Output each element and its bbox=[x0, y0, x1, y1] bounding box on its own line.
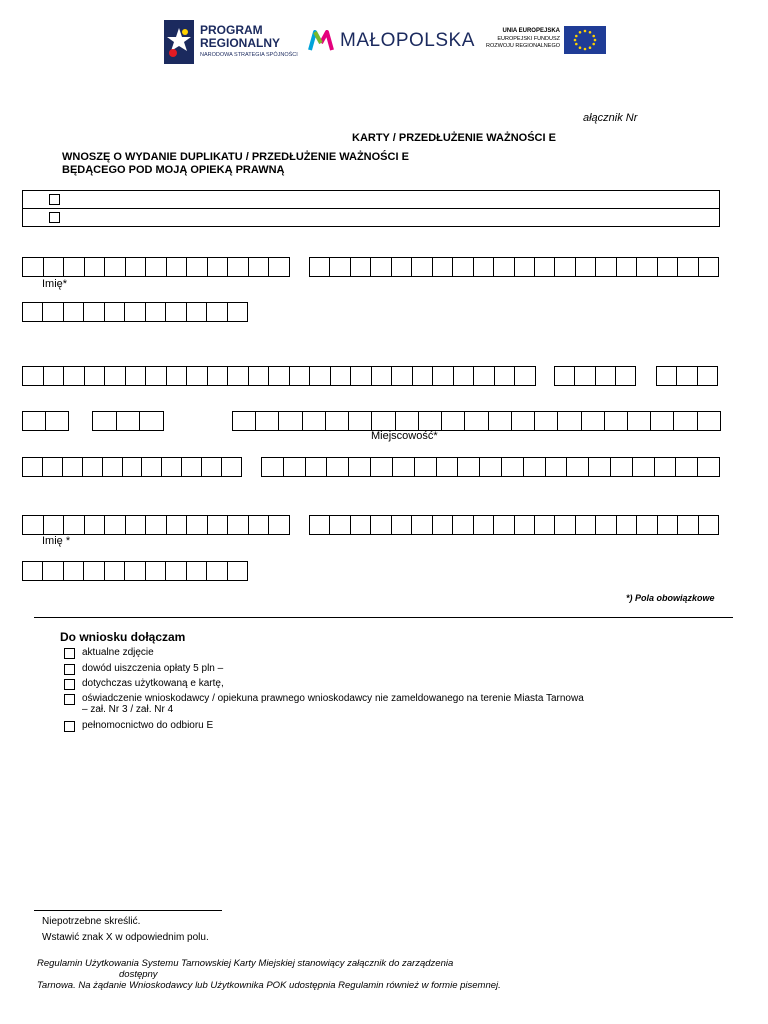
request-line1: WNOSZĘ O WYDANIE DUPLIKATU / PRZEDŁUŻENIE WAŻNOŚCI E bbox=[62, 151, 409, 163]
surname-field-2[interactable] bbox=[22, 515, 290, 535]
char-box[interactable] bbox=[370, 257, 390, 277]
char-box[interactable] bbox=[412, 366, 433, 386]
char-box[interactable] bbox=[104, 515, 125, 535]
char-box[interactable] bbox=[227, 561, 248, 581]
required-fields-note: *) Pola obowiązkowe bbox=[626, 593, 715, 603]
char-box[interactable] bbox=[514, 515, 534, 535]
char-box[interactable] bbox=[43, 257, 64, 277]
char-box[interactable] bbox=[697, 366, 718, 386]
char-box[interactable] bbox=[22, 366, 43, 386]
char-box[interactable] bbox=[473, 515, 493, 535]
char-box[interactable] bbox=[616, 515, 636, 535]
char-box[interactable] bbox=[116, 411, 140, 431]
char-box[interactable] bbox=[657, 257, 677, 277]
char-box[interactable] bbox=[248, 366, 269, 386]
char-box[interactable] bbox=[63, 257, 84, 277]
char-box[interactable] bbox=[268, 366, 289, 386]
char-box[interactable] bbox=[557, 411, 580, 431]
char-box[interactable] bbox=[657, 515, 677, 535]
option-row-duplicate[interactable] bbox=[22, 190, 720, 209]
char-box[interactable] bbox=[677, 515, 697, 535]
char-box[interactable] bbox=[104, 366, 125, 386]
char-box[interactable] bbox=[588, 457, 610, 477]
footnote-2: Wstawić znak X w odpowiednim polu. bbox=[42, 932, 209, 943]
char-box[interactable] bbox=[348, 411, 371, 431]
char-box[interactable] bbox=[22, 515, 43, 535]
char-box[interactable] bbox=[82, 457, 102, 477]
char-box[interactable] bbox=[371, 411, 394, 431]
flat-number-field[interactable] bbox=[656, 366, 718, 386]
char-box[interactable] bbox=[207, 515, 228, 535]
attachment-old-card-checkbox[interactable] bbox=[64, 679, 75, 690]
char-box[interactable] bbox=[604, 411, 627, 431]
char-box[interactable] bbox=[62, 457, 82, 477]
char-box[interactable] bbox=[22, 257, 43, 277]
char-box[interactable] bbox=[125, 257, 146, 277]
city-label: Miejscowość* bbox=[371, 430, 438, 442]
footer-line1: Regulamin Użytkowania Systemu Tarnowskiej Karty Miejskiej stanowiący załącznik do zarządzenia bbox=[37, 958, 454, 969]
option-row-extension[interactable] bbox=[22, 208, 720, 227]
attachment-photo-checkbox[interactable] bbox=[64, 648, 75, 659]
char-box[interactable] bbox=[432, 515, 452, 535]
char-box[interactable] bbox=[534, 257, 554, 277]
char-box[interactable] bbox=[501, 457, 523, 477]
char-box[interactable] bbox=[63, 515, 84, 535]
id-number-field-2[interactable] bbox=[22, 561, 248, 581]
attachment-old-card-label: dotychczas użytkowaną e kartę, bbox=[82, 678, 224, 689]
char-box[interactable] bbox=[436, 457, 458, 477]
char-box[interactable] bbox=[615, 366, 636, 386]
char-box[interactable] bbox=[139, 411, 164, 431]
char-box[interactable] bbox=[124, 302, 144, 322]
first-name-label-2: Imię * bbox=[42, 535, 71, 547]
char-box[interactable] bbox=[166, 515, 187, 535]
char-box[interactable] bbox=[391, 515, 411, 535]
char-box[interactable] bbox=[104, 561, 124, 581]
char-box[interactable] bbox=[83, 302, 103, 322]
char-box[interactable] bbox=[545, 457, 567, 477]
eu-logo bbox=[488, 26, 608, 56]
char-box[interactable] bbox=[698, 257, 719, 277]
char-box[interactable] bbox=[418, 411, 441, 431]
char-box[interactable] bbox=[248, 257, 269, 277]
attachment-payment-checkbox[interactable] bbox=[64, 664, 75, 675]
char-box[interactable] bbox=[554, 257, 574, 277]
malopolska-text: MAŁOPOLSKA bbox=[340, 30, 475, 51]
char-box[interactable] bbox=[42, 457, 62, 477]
char-box[interactable] bbox=[165, 561, 185, 581]
char-box[interactable] bbox=[479, 457, 501, 477]
char-box[interactable] bbox=[221, 457, 242, 477]
char-box[interactable] bbox=[632, 457, 654, 477]
char-box[interactable] bbox=[566, 457, 588, 477]
footnote-divider bbox=[34, 910, 222, 911]
first-name-label-1: Imię* bbox=[42, 278, 68, 290]
char-box[interactable] bbox=[104, 302, 124, 322]
char-box[interactable] bbox=[595, 366, 615, 386]
char-box[interactable] bbox=[493, 515, 513, 535]
option-extension-checkbox[interactable] bbox=[49, 212, 60, 223]
char-box[interactable] bbox=[43, 515, 64, 535]
char-box[interactable] bbox=[45, 411, 69, 431]
char-box[interactable] bbox=[84, 257, 105, 277]
char-box[interactable] bbox=[514, 366, 536, 386]
char-box[interactable] bbox=[84, 366, 105, 386]
char-box[interactable] bbox=[186, 561, 206, 581]
char-box[interactable] bbox=[181, 457, 201, 477]
char-box[interactable] bbox=[268, 515, 290, 535]
char-box[interactable] bbox=[261, 457, 283, 477]
char-box[interactable] bbox=[102, 457, 122, 477]
char-box[interactable] bbox=[697, 457, 720, 477]
char-box[interactable] bbox=[350, 515, 370, 535]
char-box[interactable] bbox=[650, 411, 673, 431]
eu-line3: ROZWOJU REGIONALNEGO bbox=[486, 43, 560, 49]
form-title: KARTY / PRZEDŁUŻENIE WAŻNOŚCI E bbox=[352, 132, 556, 144]
char-box[interactable] bbox=[255, 411, 278, 431]
char-box[interactable] bbox=[348, 457, 370, 477]
char-box[interactable] bbox=[302, 411, 325, 431]
char-box[interactable] bbox=[656, 366, 676, 386]
malopolska-logo bbox=[308, 28, 482, 56]
char-box[interactable] bbox=[473, 366, 494, 386]
char-box[interactable] bbox=[141, 457, 161, 477]
char-box[interactable] bbox=[186, 257, 207, 277]
char-box[interactable] bbox=[511, 411, 534, 431]
char-box[interactable] bbox=[514, 257, 534, 277]
option-duplicate-checkbox[interactable] bbox=[49, 194, 60, 205]
attachment-authorization-label: pełnomocnictwo do odbioru E bbox=[82, 720, 214, 731]
char-box[interactable] bbox=[523, 457, 545, 477]
char-box[interactable] bbox=[227, 257, 248, 277]
char-box[interactable] bbox=[289, 366, 310, 386]
attachment-statement-checkbox[interactable] bbox=[64, 694, 75, 705]
char-box[interactable] bbox=[309, 257, 329, 277]
char-box[interactable] bbox=[330, 366, 351, 386]
char-box[interactable] bbox=[63, 561, 83, 581]
char-box[interactable] bbox=[698, 515, 719, 535]
char-box[interactable] bbox=[395, 411, 418, 431]
eu-line2: EUROPEJSKI FUNDUSZ bbox=[497, 36, 560, 42]
house-number-field[interactable] bbox=[554, 366, 636, 386]
char-box[interactable] bbox=[145, 515, 166, 535]
char-box[interactable] bbox=[673, 411, 696, 431]
char-box[interactable] bbox=[232, 411, 255, 431]
char-box[interactable] bbox=[370, 457, 392, 477]
char-box[interactable] bbox=[206, 302, 226, 322]
footer-line3: Tarnowa. Na żądanie Wnioskodawcy lub Użytkownika POK udostępnia Regulamin również w formie pisemnej. bbox=[37, 980, 501, 991]
char-box[interactable] bbox=[201, 457, 221, 477]
attachment-statement-label: oświadczenie wnioskodawcy / opiekuna prawnego wnioskodawcy nie zameldowanego na terenie Miasta Tarnowa bbox=[82, 693, 584, 704]
char-box[interactable] bbox=[186, 366, 207, 386]
attachments-heading: Do wniosku dołączam bbox=[60, 630, 186, 644]
char-box[interactable] bbox=[575, 257, 595, 277]
email-field[interactable] bbox=[261, 457, 720, 477]
char-box[interactable] bbox=[595, 257, 615, 277]
char-box[interactable] bbox=[43, 366, 64, 386]
char-box[interactable] bbox=[392, 457, 414, 477]
surname-field-1[interactable] bbox=[22, 257, 290, 277]
char-box[interactable] bbox=[473, 257, 493, 277]
char-box[interactable] bbox=[166, 257, 187, 277]
char-box[interactable] bbox=[248, 515, 269, 535]
char-box[interactable] bbox=[464, 411, 487, 431]
char-box[interactable] bbox=[350, 366, 371, 386]
char-box[interactable] bbox=[125, 366, 146, 386]
char-box[interactable] bbox=[207, 366, 228, 386]
char-box[interactable] bbox=[411, 515, 431, 535]
char-box[interactable] bbox=[22, 457, 42, 477]
char-box[interactable] bbox=[207, 257, 228, 277]
char-box[interactable] bbox=[161, 457, 181, 477]
char-box[interactable] bbox=[432, 366, 453, 386]
char-box[interactable] bbox=[595, 515, 615, 535]
char-box[interactable] bbox=[370, 515, 390, 535]
char-box[interactable] bbox=[22, 411, 45, 431]
char-box[interactable] bbox=[493, 257, 513, 277]
char-box[interactable] bbox=[411, 257, 431, 277]
char-box[interactable] bbox=[534, 411, 557, 431]
char-box[interactable] bbox=[227, 515, 248, 535]
phone-field[interactable] bbox=[22, 457, 242, 477]
footer-line2: dostępny bbox=[119, 969, 158, 980]
program-line2: REGIONALNY bbox=[200, 36, 281, 50]
char-box[interactable] bbox=[414, 457, 436, 477]
char-box[interactable] bbox=[166, 366, 187, 386]
char-box[interactable] bbox=[350, 257, 370, 277]
char-box[interactable] bbox=[636, 515, 656, 535]
char-box[interactable] bbox=[83, 561, 103, 581]
char-box[interactable] bbox=[325, 411, 348, 431]
postal-code-part2-field[interactable] bbox=[92, 411, 164, 431]
char-box[interactable] bbox=[92, 411, 116, 431]
char-box[interactable] bbox=[575, 515, 595, 535]
char-box[interactable] bbox=[283, 457, 305, 477]
footnote-1: Niepotrzebne skreślić. bbox=[42, 916, 141, 927]
char-box[interactable] bbox=[677, 257, 697, 277]
char-box[interactable] bbox=[22, 302, 42, 322]
char-box[interactable] bbox=[227, 366, 248, 386]
char-box[interactable] bbox=[675, 457, 697, 477]
char-box[interactable] bbox=[305, 457, 327, 477]
char-box[interactable] bbox=[457, 457, 479, 477]
char-box[interactable] bbox=[554, 515, 574, 535]
postal-code-part1-field[interactable] bbox=[22, 411, 69, 431]
char-box[interactable] bbox=[371, 366, 392, 386]
char-box[interactable] bbox=[452, 515, 472, 535]
attachment-photo-label: aktualne zdjęcie bbox=[82, 647, 154, 658]
char-box[interactable] bbox=[627, 411, 650, 431]
m-logo-icon bbox=[308, 30, 334, 52]
char-box[interactable] bbox=[488, 411, 511, 431]
char-box[interactable] bbox=[63, 366, 84, 386]
char-box[interactable] bbox=[122, 457, 142, 477]
char-box[interactable] bbox=[186, 515, 207, 535]
char-box[interactable] bbox=[84, 515, 105, 535]
char-box[interactable] bbox=[42, 561, 62, 581]
section-divider bbox=[34, 617, 733, 618]
program-subtitle: NARODOWA STRATEGIA SPÓJNOŚCI bbox=[200, 52, 298, 58]
char-box[interactable] bbox=[22, 561, 42, 581]
char-box[interactable] bbox=[697, 411, 721, 431]
char-box[interactable] bbox=[145, 302, 165, 322]
char-box[interactable] bbox=[432, 257, 452, 277]
char-box[interactable] bbox=[63, 302, 83, 322]
char-box[interactable] bbox=[574, 366, 594, 386]
char-box[interactable] bbox=[453, 366, 474, 386]
request-line2: BĘDĄCEGO POD MOJĄ OPIEKĄ PRAWNĄ bbox=[62, 164, 285, 176]
char-box[interactable] bbox=[104, 257, 125, 277]
char-box[interactable] bbox=[654, 457, 676, 477]
char-box[interactable] bbox=[676, 366, 696, 386]
attachment-authorization-checkbox[interactable] bbox=[64, 721, 75, 732]
program-line1: PROGRAM bbox=[200, 23, 263, 37]
char-box[interactable] bbox=[441, 411, 464, 431]
star-emblem-icon bbox=[164, 20, 194, 64]
char-box[interactable] bbox=[124, 561, 144, 581]
char-box[interactable] bbox=[391, 366, 412, 386]
char-box[interactable] bbox=[309, 366, 330, 386]
char-box[interactable] bbox=[616, 257, 636, 277]
char-box[interactable] bbox=[278, 411, 301, 431]
char-box[interactable] bbox=[206, 561, 226, 581]
char-box[interactable] bbox=[391, 257, 411, 277]
char-box[interactable] bbox=[636, 257, 656, 277]
char-box[interactable] bbox=[165, 302, 185, 322]
char-box[interactable] bbox=[329, 515, 349, 535]
char-box[interactable] bbox=[534, 515, 554, 535]
attachment-number-label: ałącznik Nr bbox=[583, 112, 638, 124]
char-box[interactable] bbox=[610, 457, 632, 477]
char-box[interactable] bbox=[268, 257, 290, 277]
char-box[interactable] bbox=[145, 257, 166, 277]
char-box[interactable] bbox=[581, 411, 604, 431]
attachment-statement-sublabel: – zał. Nr 3 / zał. Nr 4 bbox=[82, 704, 174, 715]
char-box[interactable] bbox=[186, 302, 206, 322]
char-box[interactable] bbox=[554, 366, 574, 386]
char-box[interactable] bbox=[326, 457, 348, 477]
id-number-field-1[interactable] bbox=[22, 302, 248, 322]
char-box[interactable] bbox=[227, 302, 248, 322]
char-box[interactable] bbox=[145, 366, 166, 386]
city-field[interactable] bbox=[232, 411, 721, 431]
char-box[interactable] bbox=[329, 257, 349, 277]
first-name-field-1[interactable] bbox=[309, 257, 719, 277]
char-box[interactable] bbox=[494, 366, 515, 386]
street-field[interactable] bbox=[22, 366, 536, 386]
eu-flag-icon bbox=[564, 26, 606, 54]
eu-line1: UNIA EUROPEJSKA bbox=[502, 28, 560, 34]
char-box[interactable] bbox=[125, 515, 146, 535]
attachment-payment-label: dowód uiszczenia opłaty 5 pln – bbox=[82, 663, 224, 674]
char-box[interactable] bbox=[452, 257, 472, 277]
char-box[interactable] bbox=[145, 561, 165, 581]
char-box[interactable] bbox=[309, 515, 329, 535]
first-name-field-2[interactable] bbox=[309, 515, 719, 535]
char-box[interactable] bbox=[42, 302, 62, 322]
